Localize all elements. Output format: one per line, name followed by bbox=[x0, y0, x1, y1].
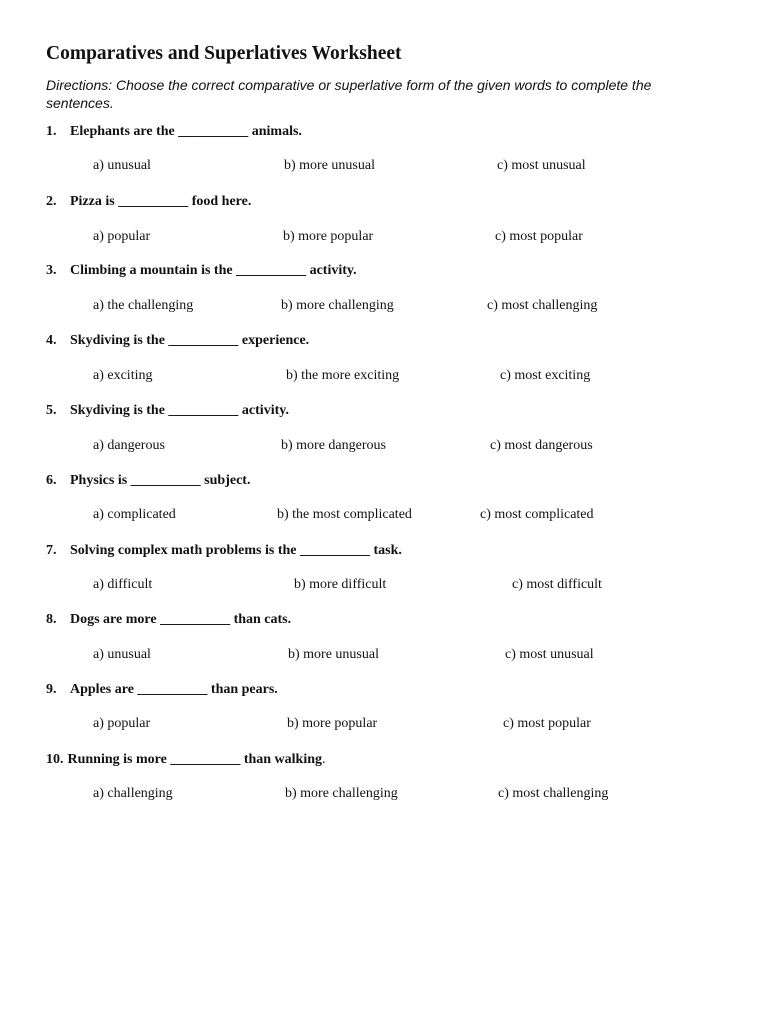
question-number: 8. bbox=[46, 612, 57, 627]
question-6 bbox=[46, 473, 250, 489]
option-a: a) the challenging bbox=[93, 298, 194, 313]
question-4 bbox=[46, 333, 309, 349]
option-a: a) difficult bbox=[93, 577, 153, 592]
option-b: b) more popular bbox=[287, 716, 378, 731]
option-a: a) exciting bbox=[93, 368, 153, 383]
option-b: b) the most complicated bbox=[277, 507, 412, 522]
question-text: Pizza is __________ food here. bbox=[70, 194, 252, 209]
worksheet-title: Comparatives and Superlatives Worksheet bbox=[46, 43, 402, 64]
question-number: 9. bbox=[46, 682, 57, 697]
option-c: c) most dangerous bbox=[490, 438, 593, 453]
option-c: c) most unusual bbox=[497, 158, 586, 173]
option-c: c) most challenging bbox=[487, 298, 598, 313]
question-5 bbox=[46, 403, 289, 419]
option-c: c) most unusual bbox=[505, 647, 594, 662]
question-number: 7. bbox=[46, 543, 57, 558]
question-text: Climbing a mountain is the __________ activity. bbox=[70, 263, 357, 278]
option-b: b) more dangerous bbox=[281, 438, 386, 453]
question-number: 5. bbox=[46, 403, 57, 418]
option-a: a) unusual bbox=[93, 647, 151, 662]
question-text: Skydiving is the __________ experience. bbox=[70, 333, 310, 348]
option-c: c) most popular bbox=[503, 716, 591, 731]
question-10 bbox=[46, 752, 326, 768]
question-number: 2. bbox=[46, 194, 57, 209]
option-b: b) the more exciting bbox=[286, 368, 400, 383]
option-c: c) most popular bbox=[495, 229, 583, 244]
question-number: 4. bbox=[46, 333, 57, 348]
question-3 bbox=[46, 263, 357, 279]
question-text: Running is more __________ than walking bbox=[67, 752, 323, 767]
option-a: a) popular bbox=[93, 716, 151, 731]
option-a: a) complicated bbox=[93, 507, 176, 522]
option-b: b) more challenging bbox=[281, 298, 394, 313]
question-number: 3. bbox=[46, 263, 57, 278]
option-b: b) more challenging bbox=[285, 786, 398, 801]
option-c: c) most difficult bbox=[512, 577, 602, 592]
option-a: a) unusual bbox=[93, 158, 151, 173]
question-tail: . bbox=[322, 752, 326, 767]
question-text: Solving complex math problems is the __________ task. bbox=[70, 543, 402, 558]
question-number: 6. bbox=[46, 473, 57, 488]
question-2 bbox=[46, 194, 251, 210]
option-b: b) more popular bbox=[283, 229, 374, 244]
question-text: Dogs are more __________ than cats. bbox=[70, 612, 292, 627]
question-9 bbox=[46, 682, 278, 698]
directions-text: Directions: Choose the correct comparative or superlative form of the given words to complete the sentences. bbox=[46, 77, 652, 111]
option-b: b) more unusual bbox=[284, 158, 375, 173]
question-number: 1. bbox=[46, 124, 57, 139]
option-a: a) popular bbox=[93, 229, 151, 244]
question-text: Apples are __________ than pears. bbox=[70, 682, 278, 697]
option-b: b) more difficult bbox=[294, 577, 387, 592]
option-c: c) most challenging bbox=[498, 786, 609, 801]
option-a: a) challenging bbox=[93, 786, 173, 801]
question-text: Skydiving is the __________ activity. bbox=[70, 403, 289, 418]
question-number: 10. bbox=[46, 752, 64, 767]
question-7 bbox=[46, 543, 402, 559]
question-1 bbox=[46, 124, 302, 140]
option-b: b) more unusual bbox=[288, 647, 379, 662]
option-a: a) dangerous bbox=[93, 438, 165, 453]
question-text: Elephants are the __________ animals. bbox=[70, 124, 302, 139]
option-c: c) most exciting bbox=[500, 368, 591, 383]
option-c: c) most complicated bbox=[480, 507, 594, 522]
question-text: Physics is __________ subject. bbox=[70, 473, 251, 488]
question-8 bbox=[46, 612, 291, 628]
